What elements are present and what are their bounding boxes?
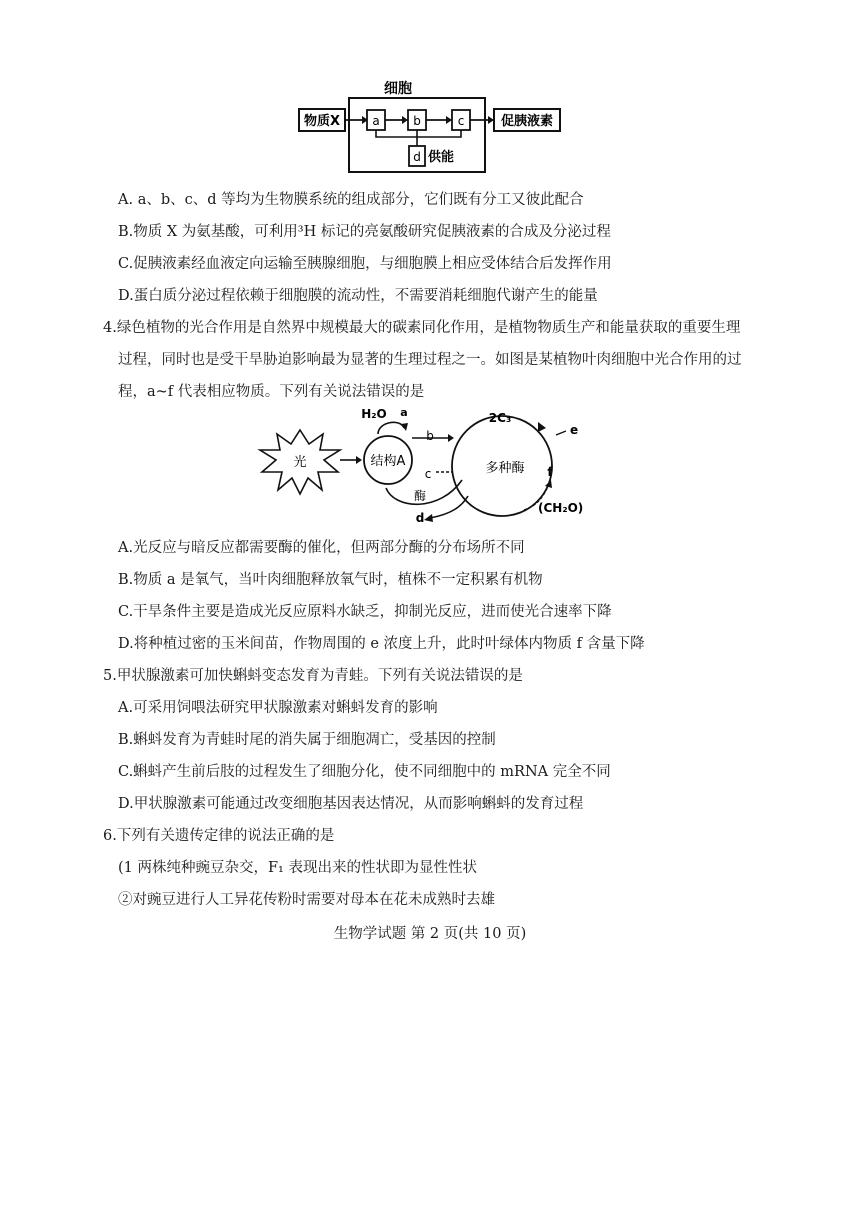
cell-label: 细胞	[384, 81, 412, 97]
e-label: e	[570, 423, 579, 437]
q6-item-2: ②对豌豆进行人工异花传粉时需要对母本在花未成熟时去雄	[118, 892, 495, 908]
q4-option-b: B.物质 a 是氧气，当叶肉细胞释放氧气时，植株不一定积累有机物	[118, 572, 543, 588]
box-d-label: d	[413, 150, 421, 164]
input-label: 物质X	[303, 114, 341, 129]
q5-option-d: D.甲状腺激素可能通过改变细胞基因表达情况，从而影响蝌蚪的发育过程	[118, 796, 584, 812]
q4-stem-line-2: 过程，同时也是受干旱胁迫影响最为显著的生理过程之一。如图是某植物叶肉细胞中光合作用的过	[118, 352, 742, 368]
water-label: H₂O	[361, 407, 387, 421]
q4-option-a: A.光反应与暗反应都需要酶的催化，但两部分酶的分布场所不同	[118, 540, 525, 556]
f-label: f	[547, 465, 553, 479]
q3-option-c: C.促胰液素经血液定向运输至胰腺细胞，与细胞膜上相应受体结合后发挥作用	[118, 256, 612, 272]
output-label: 促胰液素	[500, 114, 554, 129]
cycle-label: 多种酶	[485, 461, 525, 476]
q5-option-a: A.可采用饲喂法研究甲状腺激素对蝌蚪发育的影响	[118, 700, 438, 716]
q4-option-c: C.干旱条件主要是造成光反应原料水缺乏，抑制光反应，进而使光合速率下降	[118, 604, 612, 620]
q6-stem: 6.下列有关遗传定律的说法正确的是	[103, 828, 335, 844]
page-footer: 生物学试题 第 2 页(共 10 页)	[333, 926, 527, 942]
q4-stem-line-1: 4.绿色植物的光合作用是自然界中规模最大的碳素同化作用，是植物物质生产和能量获取的重要生理	[103, 320, 741, 336]
box-b-label: b	[413, 114, 421, 128]
d-label: d	[415, 511, 425, 525]
b-label: b	[426, 429, 434, 443]
box-a-label: a	[372, 114, 380, 128]
structure-a-label: 结构A	[370, 454, 406, 469]
q3-option-b: B.物质 X 为氨基酸，可利用³H 标记的亮氨酸研究促胰液素的合成及分泌过程	[118, 224, 611, 240]
ch2o-label: (CH₂O)	[538, 501, 584, 515]
enzyme-label: 酶	[413, 489, 427, 503]
photosynthesis-diagram	[0, 400, 860, 540]
q4-option-d: D.将种植过密的玉米间苗，作物周围的 e 浓度上升，此时叶绿体内物质 f 含量下降	[118, 636, 645, 652]
secretion-diagram	[0, 0, 860, 180]
a-label: a	[400, 406, 408, 419]
q6-item-1: (1 两株纯种豌豆杂交，F₁ 表现出来的性状即为显性性状	[118, 860, 477, 876]
q3-option-d: D.蛋白质分泌过程依赖于细胞膜的流动性，不需要消耗细胞代谢产生的能量	[118, 288, 598, 304]
q3-option-a: A. a、b、c、d 等均为生物膜系统的组成部分，它们既有分工又彼此配合	[118, 192, 584, 208]
c-label: c	[424, 467, 432, 481]
c3-label: 2C₃	[488, 411, 512, 425]
light-label: 光	[293, 455, 307, 470]
q4-stem-line-3: 程，a~f 代表相应物质。下列有关说法错误的是	[118, 384, 425, 400]
q5-option-b: B.蝌蚪发育为青蛙时尾的消失属于细胞凋亡，受基因的控制	[118, 732, 496, 748]
q5-stem: 5.甲状腺激素可加快蝌蚪变态发育为青蛙。下列有关说法错误的是	[103, 668, 523, 684]
q5-option-c: C.蝌蚪产生前后肢的过程发生了细胞分化，使不同细胞中的 mRNA 完全不同	[118, 764, 611, 780]
energy-label: 供能	[428, 150, 455, 165]
box-c-label: c	[457, 114, 465, 128]
